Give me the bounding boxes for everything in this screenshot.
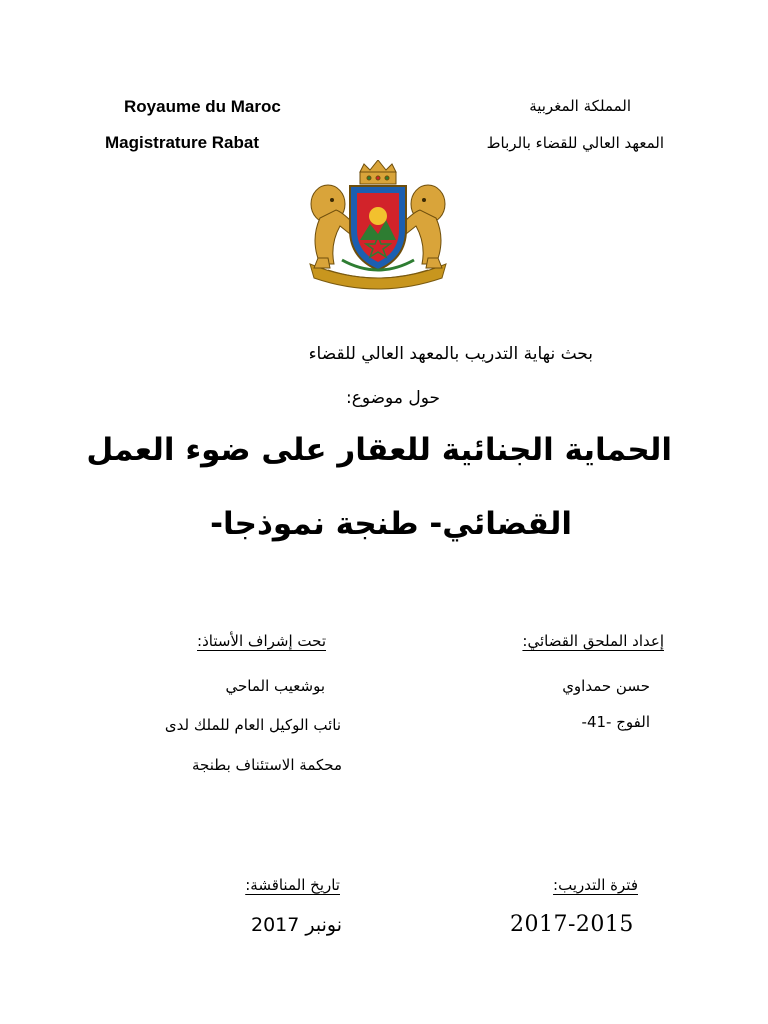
thesis-title-line2: القضائي- طنجة نموذجا- xyxy=(210,506,572,542)
header-fr-line2: Magistrature Rabat xyxy=(105,133,259,152)
supervisor-role-line2: محكمة الاستئناف بطنجة xyxy=(192,756,342,774)
supervisor-name: بوشعيب الماحي xyxy=(225,677,325,695)
defense-date-label: تاريخ المناقشة: xyxy=(245,876,340,894)
moroccan-coat-of-arms-icon xyxy=(302,160,454,290)
author-cohort: الفوج -41- xyxy=(581,713,650,731)
supervisor-label: تحت إشراف الأستاذ: xyxy=(197,632,326,650)
training-period-label: فترة التدريب: xyxy=(553,876,638,894)
author-name: حسن حمداوي xyxy=(562,677,650,695)
header-ar-line2: المعهد العالي للقضاء بالرباط xyxy=(486,134,664,152)
supervisor-role-line1: نائب الوكيل العام للملك لدى xyxy=(164,716,341,734)
training-period-value: 2017-2015 xyxy=(510,912,634,937)
header-ar-line1: المملكة المغربية xyxy=(529,97,631,115)
thesis-title-line1: الحماية الجنائية للعقار على ضوء العمل xyxy=(86,432,672,468)
subtitle-line1: بحث نهاية التدريب بالمعهد العالي للقضاء xyxy=(308,344,593,364)
header-fr-line1: Royaume du Maroc xyxy=(124,97,281,116)
author-label: إعداد الملحق القضائي: xyxy=(522,632,664,650)
subtitle-line2: حول موضوع: xyxy=(345,388,440,408)
defense-date-value: نونبر 2017 xyxy=(250,914,342,936)
